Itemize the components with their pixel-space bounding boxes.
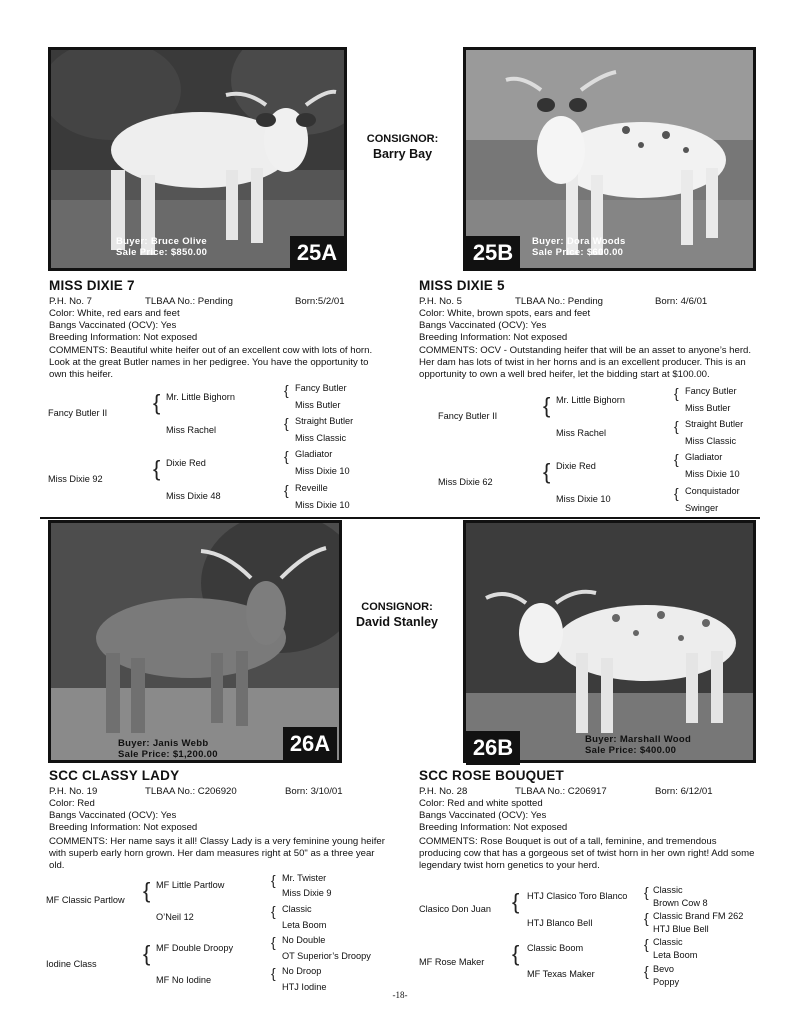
sire: Fancy Butler II (438, 411, 498, 421)
sire-dam-dam: Miss Classic (295, 433, 347, 443)
bangs: Bangs Vaccinated (OCV): Yes (419, 810, 547, 822)
sire-dam-dam: HTJ Blue Bell (653, 924, 709, 934)
sire: Fancy Butler II (48, 408, 108, 418)
animal-name: SCC ROSE BOUQUET (419, 768, 564, 783)
lot-badge-25a: 25A (290, 236, 344, 270)
color: Color: White, brown spots, ears and feet (419, 308, 591, 319)
comments: COMMENTS: Rose Bouquet is out of a tall, feminine, and tremendous producing cow that has a gorgeous set of twist horn in her own right! Add some legendary twist horn genetics to your herd. (419, 836, 755, 872)
dam-dam-sire: No Droop (282, 966, 322, 976)
animal-info (419, 296, 759, 345)
dam: Miss Dixie 62 (438, 477, 493, 487)
dam-sire-dam: OT Superior’s Droopy (282, 951, 371, 961)
animal-name: MISS DIXIE 7 (49, 278, 135, 293)
sire-dam-dam: Miss Classic (685, 436, 737, 446)
ph-number: P.H. No. 5 (419, 296, 463, 307)
sire: MF Classic Partlow (46, 895, 125, 905)
dam-sire-sire: Gladiator (295, 449, 333, 459)
sire-sire-sire: Fancy Butler (685, 386, 737, 396)
animal-info (49, 786, 379, 835)
consignor-david-stanley (337, 601, 457, 629)
bangs: Bangs Vaccinated (OCV): Yes (49, 810, 177, 822)
section-divider (40, 517, 760, 519)
comments: COMMENTS: Beautiful white heifer out of an excellent cow with lots of horn. Look at the great Butler names in her pedigree. You have the opportunity to own this heifer. (49, 345, 373, 381)
sire-dam: Miss Rachel (166, 425, 217, 435)
pedigree-26a: MF Classic Partlow { MF Little Partlow O’Neil 12 { Mr. Twister Miss Dixie 9 { Classic Leta Boom Iodine Class { MF Double Droopy MF No Iodine { No Double OT Superior’s Droopy { No Droop HTJ Iodine (46, 872, 371, 992)
breeding: Breeding Information: Not exposed (49, 822, 198, 834)
sire-sire-sire: Classic (653, 885, 683, 895)
bangs: Bangs Vaccinated (OCV): Yes (49, 320, 177, 332)
animal-info (49, 296, 379, 345)
dam-sire-sire: Classic (653, 937, 683, 947)
sire-sire-sire: Mr. Twister (282, 873, 327, 883)
color: Color: Red and white spotted (419, 798, 543, 809)
ph-number: P.H. No. 7 (49, 296, 93, 307)
sire-sire: HTJ Clasico Toro Blanco (527, 891, 628, 901)
dam-dam-sire: Conquistador (685, 486, 740, 496)
dam-dam-sire: Bevo (653, 964, 674, 974)
consignor-barry-bay (345, 133, 460, 161)
comments: COMMENTS: Her name says it all! Classy Lady is a very feminine young heifer with superb early horn grown. Her dam measures right at 50" as a three year old. (49, 836, 385, 872)
animal-name: SCC CLASSY LADY (49, 768, 180, 783)
lot-badge-26b: 26B (466, 731, 520, 765)
sale-price: Sale Price: $850.00 (116, 247, 208, 258)
cow-photo-26a (51, 523, 339, 760)
sire-sire-sire: Fancy Butler (295, 383, 347, 393)
dam-dam-dam: Poppy (653, 977, 680, 987)
tlbaa-number: TLBAA No.: Pending (515, 296, 603, 307)
breeding: Breeding Information: Not exposed (419, 332, 568, 344)
dam-dam: MF No Iodine (156, 975, 212, 985)
dam-sire-dam: Miss Dixie 10 (295, 466, 350, 476)
sale-price: Sale Price: $1,200.00 (118, 749, 218, 760)
dam-dam: Miss Dixie 48 (166, 491, 221, 501)
born-date: Born:5/2/01 (295, 296, 345, 307)
sire-dam-sire: Classic Brand FM 262 (653, 911, 744, 921)
born-date: Born: 4/6/01 (655, 296, 708, 307)
sire-dam-sire: Straight Butler (295, 416, 354, 426)
pedigree-25b: Fancy Butler II { Mr. Little Bighorn Miss Rachel { Fancy Butler Miss Butler { Straight Butler Miss Classic Miss Dixie 62 { Dixie Red Miss Dixie 10 { Gladiator Miss Dixie 10 { Conquistador Swinger (438, 385, 744, 513)
sire-dam: Miss Rachel (556, 428, 607, 438)
sale-price: Sale Price: $600.00 (532, 247, 624, 258)
pedigree-25a: Fancy Butler II { Mr. Little Bighorn Miss Rachel { Fancy Butler Miss Butler { Straight Butler Miss Classic Miss Dixie 92 { Dixie Red Miss Dixie 48 { Gladiator Miss Dixie 10 { Reveille Miss Dixie 10 (48, 382, 354, 510)
sire-dam-sire: Classic (282, 904, 312, 914)
sire-dam-sire: Straight Butler (685, 419, 744, 429)
page-number: -18- (392, 990, 408, 1000)
consignor-name: Barry Bay (372, 147, 433, 161)
buyer-26b (585, 734, 691, 756)
born-date: Born: 6/12/01 (655, 786, 713, 797)
pedigree-26b: Clasico Don Juan { HTJ Clasico Toro Blanco HTJ Blanco Bell { Classic Brown Cow 8 { Classic Brand FM 262 HTJ Blue Bell MF Rose Maker { Classic Boom MF Texas Maker { Classic Leta Boom { Bevo Poppy (419, 884, 744, 987)
animal-name: MISS DIXIE 5 (419, 278, 505, 293)
lot-badge-26a: 26A (283, 727, 337, 761)
breeding: Breeding Information: Not exposed (49, 332, 198, 344)
sire-dam-dam: Leta Boom (282, 920, 327, 930)
sire-sire: Mr. Little Bighorn (166, 392, 235, 402)
dam-sire-sire: Gladiator (685, 452, 723, 462)
buyer-name: Buyer: Bruce Olive (116, 236, 207, 247)
sire-dam: O’Neil 12 (156, 912, 194, 922)
dam: Iodine Class (46, 959, 97, 969)
dam-dam-sire: Reveille (295, 483, 328, 493)
comments: COMMENTS: OCV - Outstanding heifer that will be an asset to anyone’s herd. Her dam has lots of twist in her horns and is an excellent producer. This is an opportunity to own a well bred heifer, let the bidding start at $100.00. (419, 345, 752, 381)
breeding: Breeding Information: Not exposed (419, 822, 568, 834)
color: Color: Red (49, 798, 95, 809)
dam: MF Rose Maker (419, 957, 485, 967)
animal-info (419, 786, 759, 835)
ph-number: P.H. No. 28 (419, 786, 468, 797)
consignor-label: CONSIGNOR: (366, 133, 439, 145)
buyer-25b (532, 236, 626, 258)
sire-sire: MF Little Partlow (156, 880, 225, 890)
dam-sire-sire: No Double (282, 935, 326, 945)
ph-number: P.H. No. 19 (49, 786, 98, 797)
tlbaa-number: TLBAA No.: Pending (145, 296, 233, 307)
lot-26b-photo (463, 520, 756, 763)
tlbaa-number: TLBAA No.: C206920 (145, 786, 237, 797)
dam-sire: MF Double Droopy (156, 943, 234, 953)
sire-sire: Mr. Little Bighorn (556, 395, 625, 405)
sire-sire-dam: Miss Dixie 9 (282, 888, 332, 898)
dam-sire: Dixie Red (556, 461, 596, 471)
color: Color: White, red ears and feet (49, 308, 180, 319)
born-date: Born: 3/10/01 (285, 786, 343, 797)
dam-sire-dam: Leta Boom (653, 950, 698, 960)
buyer-name: Buyer: Dora Woods (532, 236, 626, 247)
dam-dam-dam: Swinger (685, 503, 719, 513)
dam-sire: Classic Boom (527, 943, 584, 953)
dam: Miss Dixie 92 (48, 474, 103, 484)
sire-sire-dam: Brown Cow 8 (653, 898, 708, 908)
dam-dam-dam: HTJ Iodine (282, 982, 327, 992)
dam-sire-dam: Miss Dixie 10 (685, 469, 740, 479)
buyer-26a (118, 738, 218, 760)
dam-sire: Dixie Red (166, 458, 206, 468)
sire: Clasico Don Juan (419, 904, 492, 914)
tlbaa-number: TLBAA No.: C206917 (515, 786, 607, 797)
consignor-label: CONSIGNOR: (361, 601, 433, 613)
sire-sire-dam: Miss Butler (685, 403, 731, 413)
dam-dam: Miss Dixie 10 (556, 494, 611, 504)
dam-dam: MF Texas Maker (527, 969, 595, 979)
dam-dam-dam: Miss Dixie 10 (295, 500, 350, 510)
lot-badge-25b: 25B (466, 236, 520, 270)
sire-dam: HTJ Blanco Bell (527, 918, 593, 928)
bangs: Bangs Vaccinated (OCV): Yes (419, 320, 547, 332)
consignor-name: David Stanley (356, 615, 438, 629)
buyer-name: Buyer: Marshall Wood (585, 734, 692, 745)
cow-photo-26b (466, 523, 753, 760)
sale-price: Sale Price: $400.00 (585, 745, 677, 756)
buyer-25a (116, 236, 207, 258)
sire-sire-dam: Miss Butler (295, 400, 341, 410)
buyer-name: Buyer: Janis Webb (118, 738, 209, 749)
